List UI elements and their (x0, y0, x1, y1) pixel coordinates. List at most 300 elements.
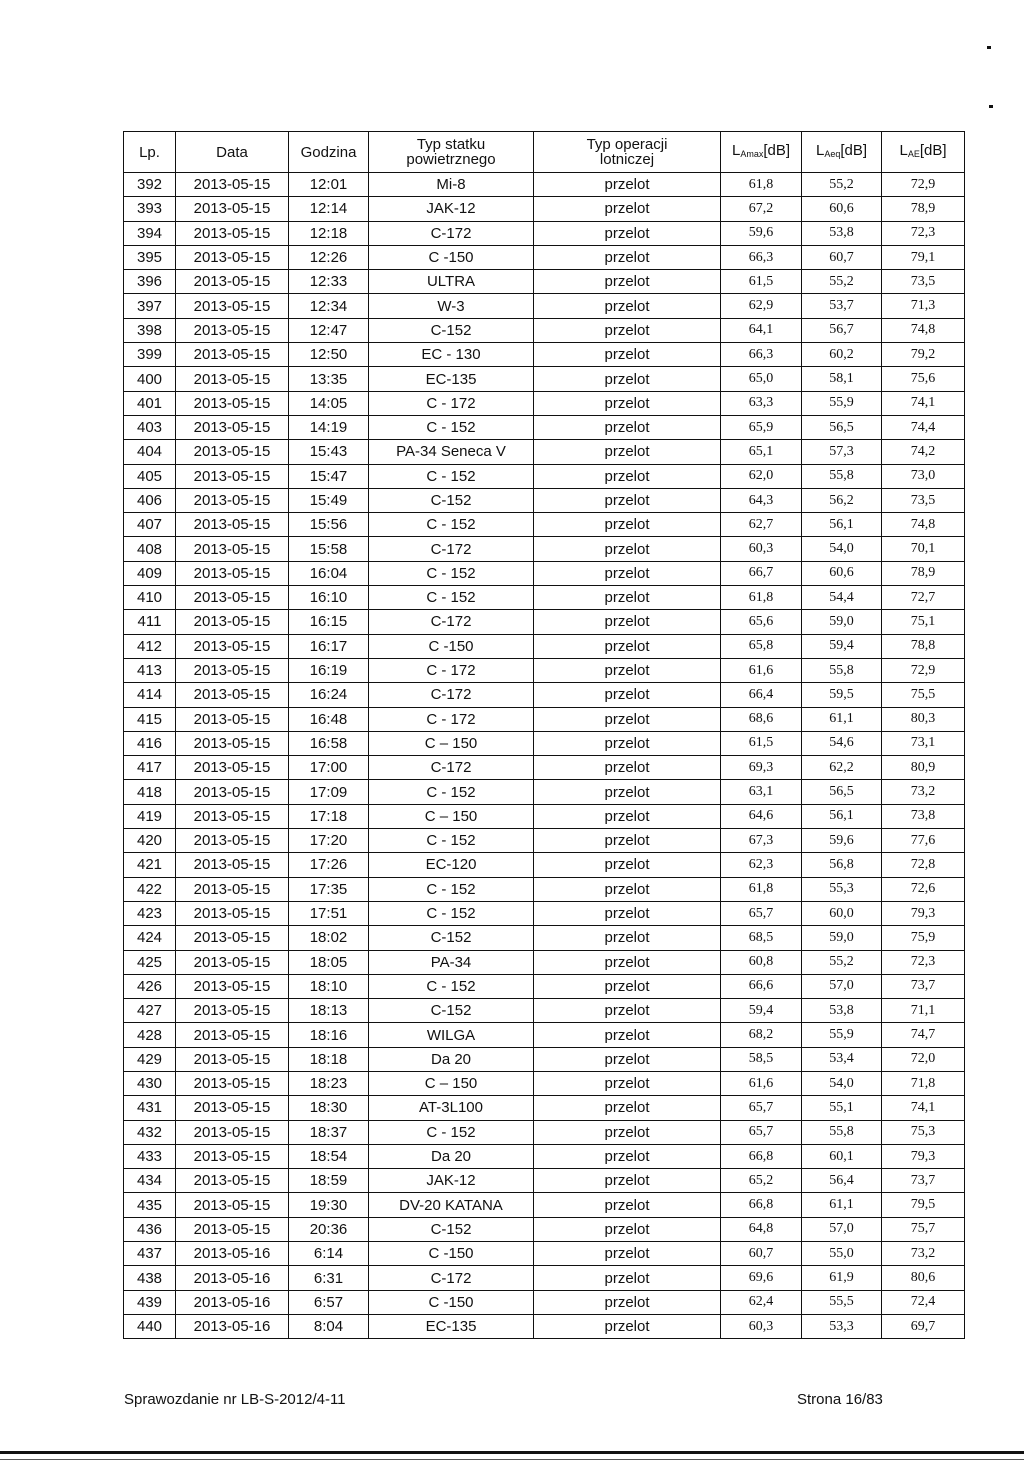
cell-laeq: 55,3 (802, 877, 882, 901)
cell-laeq: 56,2 (802, 488, 882, 512)
cell-date: 2013-05-15 (176, 610, 289, 634)
cell-operation: przelot (534, 440, 721, 464)
cell-laeq: 55,2 (802, 270, 882, 294)
cell-date: 2013-05-15 (176, 221, 289, 245)
cell-aircraft: C - 172 (369, 658, 534, 682)
cell-lae: 72,4 (882, 1290, 965, 1314)
cell-laeq: 61,9 (802, 1266, 882, 1290)
cell-lamax: 65,0 (721, 367, 802, 391)
cell-operation: przelot (534, 683, 721, 707)
cell-date: 2013-05-15 (176, 901, 289, 925)
cell-lp: 404 (124, 440, 176, 464)
header-typ-operacji (534, 132, 721, 173)
cell-lae: 73,7 (882, 974, 965, 998)
scan-mark-top (987, 46, 991, 49)
cell-lae: 79,5 (882, 1193, 965, 1217)
cell-aircraft: C – 150 (369, 804, 534, 828)
cell-lp: 411 (124, 610, 176, 634)
cell-time: 17:09 (289, 780, 369, 804)
cell-time: 18:37 (289, 1120, 369, 1144)
cell-operation: przelot (534, 1120, 721, 1144)
cell-lp: 418 (124, 780, 176, 804)
cell-operation: przelot (534, 999, 721, 1023)
cell-lamax: 60,3 (721, 1314, 802, 1338)
cell-lae: 72,6 (882, 877, 965, 901)
header-lamax (721, 132, 802, 173)
cell-laeq: 60,0 (802, 901, 882, 925)
cell-time: 16:48 (289, 707, 369, 731)
cell-time: 15:58 (289, 537, 369, 561)
cell-aircraft: Da 20 (369, 1144, 534, 1168)
cell-date: 2013-05-15 (176, 829, 289, 853)
cell-lamax: 67,2 (721, 197, 802, 221)
cell-date: 2013-05-15 (176, 1096, 289, 1120)
table-row (124, 926, 965, 950)
cell-time: 18:18 (289, 1047, 369, 1071)
cell-operation: przelot (534, 367, 721, 391)
cell-operation: przelot (534, 1071, 721, 1095)
cell-laeq: 56,5 (802, 415, 882, 439)
cell-laeq: 58,1 (802, 367, 882, 391)
table-row (124, 245, 965, 269)
cell-aircraft: C - 152 (369, 780, 534, 804)
cell-operation: przelot (534, 658, 721, 682)
cell-lp: 421 (124, 853, 176, 877)
cell-operation: przelot (534, 294, 721, 318)
cell-lamax: 61,6 (721, 1071, 802, 1095)
cell-lp: 398 (124, 318, 176, 342)
cell-lp: 410 (124, 586, 176, 610)
cell-time: 12:47 (289, 318, 369, 342)
cell-lp: 438 (124, 1266, 176, 1290)
cell-aircraft: C -150 (369, 1242, 534, 1266)
cell-time: 16:04 (289, 561, 369, 585)
cell-lp: 425 (124, 950, 176, 974)
cell-date: 2013-05-15 (176, 415, 289, 439)
cell-aircraft: C-172 (369, 1266, 534, 1290)
cell-time: 12:34 (289, 294, 369, 318)
cell-date: 2013-05-15 (176, 731, 289, 755)
cell-aircraft: C - 152 (369, 877, 534, 901)
table-row (124, 610, 965, 634)
table-row (124, 1096, 965, 1120)
cell-lp: 400 (124, 367, 176, 391)
cell-time: 6:57 (289, 1290, 369, 1314)
cell-aircraft: C - 152 (369, 829, 534, 853)
table-row (124, 294, 965, 318)
table-row (124, 197, 965, 221)
table-row (124, 1290, 965, 1314)
cell-time: 17:18 (289, 804, 369, 828)
cell-lp: 407 (124, 513, 176, 537)
cell-lae: 78,8 (882, 634, 965, 658)
cell-lae: 74,1 (882, 391, 965, 415)
cell-laeq: 53,7 (802, 294, 882, 318)
cell-laeq: 56,7 (802, 318, 882, 342)
cell-operation: przelot (534, 318, 721, 342)
cell-lamax: 64,3 (721, 488, 802, 512)
cell-lae: 77,6 (882, 829, 965, 853)
table-row (124, 1047, 965, 1071)
cell-laeq: 57,0 (802, 974, 882, 998)
cell-time: 17:20 (289, 829, 369, 853)
cell-operation: przelot (534, 804, 721, 828)
cell-operation: przelot (534, 610, 721, 634)
cell-time: 20:36 (289, 1217, 369, 1241)
table-row (124, 683, 965, 707)
cell-time: 18:13 (289, 999, 369, 1023)
cell-operation: przelot (534, 1144, 721, 1168)
cell-lp: 439 (124, 1290, 176, 1314)
page-number: Strona 16/83 (797, 1391, 883, 1408)
cell-time: 6:31 (289, 1266, 369, 1290)
cell-lae: 75,3 (882, 1120, 965, 1144)
header-lamax-unit: [dB] (763, 141, 791, 159)
table-row (124, 999, 965, 1023)
cell-laeq: 54,6 (802, 731, 882, 755)
header-typ-statku-line1: Typ statku (416, 136, 486, 153)
footer-rule-thick (0, 1451, 1024, 1454)
cell-lp: 416 (124, 731, 176, 755)
cell-lae: 72,3 (882, 221, 965, 245)
cell-aircraft: C-152 (369, 999, 534, 1023)
cell-lae: 75,1 (882, 610, 965, 634)
cell-time: 12:33 (289, 270, 369, 294)
cell-operation: przelot (534, 513, 721, 537)
cell-lae: 79,1 (882, 245, 965, 269)
cell-lamax: 64,1 (721, 318, 802, 342)
cell-lp: 397 (124, 294, 176, 318)
cell-aircraft: C-152 (369, 488, 534, 512)
cell-laeq: 55,8 (802, 464, 882, 488)
header-laeq-unit: [dB] (840, 141, 868, 159)
cell-laeq: 59,6 (802, 829, 882, 853)
cell-lamax: 65,7 (721, 1096, 802, 1120)
table-row (124, 221, 965, 245)
cell-date: 2013-05-15 (176, 294, 289, 318)
cell-lae: 71,3 (882, 294, 965, 318)
cell-laeq: 57,3 (802, 440, 882, 464)
cell-date: 2013-05-15 (176, 367, 289, 391)
cell-laeq: 56,5 (802, 780, 882, 804)
cell-lamax: 59,6 (721, 221, 802, 245)
cell-aircraft: C-172 (369, 221, 534, 245)
cell-laeq: 53,4 (802, 1047, 882, 1071)
cell-lp: 432 (124, 1120, 176, 1144)
table-row (124, 318, 965, 342)
header-lamax-symbol: L (731, 141, 741, 159)
cell-aircraft: C -150 (369, 1290, 534, 1314)
cell-operation: przelot (534, 1266, 721, 1290)
cell-lamax: 68,2 (721, 1023, 802, 1047)
cell-operation: przelot (534, 586, 721, 610)
cell-date: 2013-05-15 (176, 173, 289, 197)
cell-lp: 399 (124, 343, 176, 367)
cell-time: 16:58 (289, 731, 369, 755)
cell-aircraft: C-172 (369, 756, 534, 780)
cell-aircraft: C - 152 (369, 464, 534, 488)
table-row (124, 950, 965, 974)
cell-lae: 73,5 (882, 488, 965, 512)
table-row (124, 440, 965, 464)
cell-aircraft: C - 152 (369, 561, 534, 585)
cell-laeq: 60,2 (802, 343, 882, 367)
cell-aircraft: W-3 (369, 294, 534, 318)
cell-date: 2013-05-15 (176, 658, 289, 682)
cell-lae: 74,1 (882, 1096, 965, 1120)
cell-lamax: 65,7 (721, 901, 802, 925)
cell-laeq: 56,8 (802, 853, 882, 877)
cell-lae: 74,8 (882, 318, 965, 342)
cell-lp: 422 (124, 877, 176, 901)
cell-lp: 395 (124, 245, 176, 269)
cell-lamax: 62,4 (721, 1290, 802, 1314)
cell-operation: przelot (534, 1023, 721, 1047)
cell-lamax: 69,3 (721, 756, 802, 780)
table-row (124, 804, 965, 828)
table-row (124, 537, 965, 561)
cell-lae: 72,8 (882, 853, 965, 877)
cell-aircraft: C - 152 (369, 1120, 534, 1144)
table-row (124, 634, 965, 658)
cell-time: 17:35 (289, 877, 369, 901)
cell-date: 2013-05-15 (176, 1023, 289, 1047)
cell-laeq: 61,1 (802, 1193, 882, 1217)
cell-aircraft: C - 152 (369, 415, 534, 439)
cell-operation: przelot (534, 877, 721, 901)
table-row (124, 270, 965, 294)
table-body (124, 173, 965, 1339)
cell-lp: 429 (124, 1047, 176, 1071)
cell-lamax: 65,7 (721, 1120, 802, 1144)
cell-laeq: 54,0 (802, 1071, 882, 1095)
cell-operation: przelot (534, 780, 721, 804)
cell-laeq: 56,1 (802, 513, 882, 537)
cell-lp: 437 (124, 1242, 176, 1266)
cell-time: 17:00 (289, 756, 369, 780)
cell-lamax: 63,1 (721, 780, 802, 804)
cell-operation: przelot (534, 197, 721, 221)
cell-lae: 71,8 (882, 1071, 965, 1095)
cell-lp: 433 (124, 1144, 176, 1168)
cell-date: 2013-05-15 (176, 683, 289, 707)
cell-operation: przelot (534, 1290, 721, 1314)
cell-operation: przelot (534, 221, 721, 245)
cell-laeq: 59,0 (802, 610, 882, 634)
cell-laeq: 53,3 (802, 1314, 882, 1338)
cell-lp: 393 (124, 197, 176, 221)
cell-time: 12:50 (289, 343, 369, 367)
cell-laeq: 60,6 (802, 561, 882, 585)
header-data: Data (176, 132, 289, 173)
cell-lae: 75,6 (882, 367, 965, 391)
cell-lamax: 66,8 (721, 1193, 802, 1217)
cell-date: 2013-05-15 (176, 197, 289, 221)
cell-lae: 70,1 (882, 537, 965, 561)
cell-lp: 406 (124, 488, 176, 512)
cell-date: 2013-05-15 (176, 707, 289, 731)
cell-aircraft: Mi-8 (369, 173, 534, 197)
cell-laeq: 53,8 (802, 999, 882, 1023)
cell-laeq: 55,5 (802, 1290, 882, 1314)
cell-time: 18:23 (289, 1071, 369, 1095)
table-row (124, 1144, 965, 1168)
cell-lae: 72,0 (882, 1047, 965, 1071)
cell-lamax: 65,1 (721, 440, 802, 464)
cell-time: 12:14 (289, 197, 369, 221)
cell-lae: 79,2 (882, 343, 965, 367)
cell-lae: 73,7 (882, 1169, 965, 1193)
cell-lae: 73,2 (882, 1242, 965, 1266)
cell-lp: 427 (124, 999, 176, 1023)
cell-aircraft: JAK-12 (369, 1169, 534, 1193)
cell-aircraft: PA-34 (369, 950, 534, 974)
cell-time: 16:24 (289, 683, 369, 707)
cell-lp: 414 (124, 683, 176, 707)
cell-lae: 71,1 (882, 999, 965, 1023)
cell-laeq: 55,9 (802, 1023, 882, 1047)
cell-date: 2013-05-15 (176, 1193, 289, 1217)
cell-operation: przelot (534, 974, 721, 998)
cell-lamax: 60,8 (721, 950, 802, 974)
table-row (124, 513, 965, 537)
cell-lamax: 61,5 (721, 731, 802, 755)
cell-lae: 74,2 (882, 440, 965, 464)
cell-laeq: 55,2 (802, 950, 882, 974)
cell-operation: przelot (534, 537, 721, 561)
cell-laeq: 56,1 (802, 804, 882, 828)
cell-date: 2013-05-15 (176, 318, 289, 342)
cell-operation: przelot (534, 950, 721, 974)
cell-aircraft: EC-120 (369, 853, 534, 877)
cell-laeq: 60,1 (802, 1144, 882, 1168)
cell-operation: przelot (534, 343, 721, 367)
cell-operation: przelot (534, 1047, 721, 1071)
cell-date: 2013-05-15 (176, 586, 289, 610)
table-row (124, 1120, 965, 1144)
table-row (124, 707, 965, 731)
cell-aircraft: C -150 (369, 634, 534, 658)
cell-aircraft: Da 20 (369, 1047, 534, 1071)
cell-date: 2013-05-15 (176, 926, 289, 950)
cell-time: 18:10 (289, 974, 369, 998)
cell-lamax: 66,8 (721, 1144, 802, 1168)
cell-lae: 78,9 (882, 561, 965, 585)
cell-time: 16:19 (289, 658, 369, 682)
cell-aircraft: WILGA (369, 1023, 534, 1047)
cell-operation: przelot (534, 245, 721, 269)
cell-laeq: 55,2 (802, 173, 882, 197)
cell-time: 16:17 (289, 634, 369, 658)
header-typ-operacji-line2: lotniczej (599, 151, 655, 168)
table-row (124, 780, 965, 804)
table-row (124, 586, 965, 610)
cell-laeq: 61,1 (802, 707, 882, 731)
cell-lp: 405 (124, 464, 176, 488)
cell-time: 15:47 (289, 464, 369, 488)
cell-aircraft: C-172 (369, 610, 534, 634)
cell-lp: 403 (124, 415, 176, 439)
cell-aircraft: EC-135 (369, 1314, 534, 1338)
noise-measurement-table (123, 131, 965, 1339)
table-row (124, 829, 965, 853)
cell-date: 2013-05-15 (176, 1144, 289, 1168)
cell-lae: 73,0 (882, 464, 965, 488)
cell-date: 2013-05-15 (176, 391, 289, 415)
cell-operation: przelot (534, 1193, 721, 1217)
cell-date: 2013-05-15 (176, 343, 289, 367)
cell-lae: 73,8 (882, 804, 965, 828)
cell-lp: 394 (124, 221, 176, 245)
cell-lp: 426 (124, 974, 176, 998)
cell-date: 2013-05-15 (176, 488, 289, 512)
cell-date: 2013-05-15 (176, 537, 289, 561)
cell-date: 2013-05-15 (176, 756, 289, 780)
cell-date: 2013-05-15 (176, 1071, 289, 1095)
table-row (124, 1217, 965, 1241)
cell-lp: 431 (124, 1096, 176, 1120)
cell-lp: 417 (124, 756, 176, 780)
cell-aircraft: C - 172 (369, 707, 534, 731)
cell-time: 16:10 (289, 586, 369, 610)
cell-aircraft: C - 152 (369, 901, 534, 925)
cell-laeq: 60,7 (802, 245, 882, 269)
cell-time: 15:43 (289, 440, 369, 464)
cell-date: 2013-05-16 (176, 1242, 289, 1266)
table-row (124, 561, 965, 585)
cell-lae: 74,4 (882, 415, 965, 439)
cell-date: 2013-05-15 (176, 950, 289, 974)
cell-operation: przelot (534, 1169, 721, 1193)
table-row (124, 1071, 965, 1095)
cell-lamax: 65,8 (721, 634, 802, 658)
cell-aircraft: C - 152 (369, 974, 534, 998)
cell-aircraft: JAK-12 (369, 197, 534, 221)
cell-lamax: 63,3 (721, 391, 802, 415)
cell-aircraft: C-152 (369, 1217, 534, 1241)
cell-time: 12:18 (289, 221, 369, 245)
table-row (124, 658, 965, 682)
cell-date: 2013-05-15 (176, 780, 289, 804)
cell-lamax: 61,8 (721, 877, 802, 901)
cell-aircraft: EC - 130 (369, 343, 534, 367)
cell-laeq: 55,9 (802, 391, 882, 415)
cell-time: 13:35 (289, 367, 369, 391)
cell-aircraft: C - 152 (369, 586, 534, 610)
header-typ-statku (369, 132, 534, 173)
header-typ-operacji-line1: Typ operacji (586, 136, 668, 153)
cell-time: 6:14 (289, 1242, 369, 1266)
cell-lamax: 62,7 (721, 513, 802, 537)
cell-time: 18:30 (289, 1096, 369, 1120)
report-number: Sprawozdanie nr LB-S-2012/4-11 (124, 1391, 346, 1408)
table-row (124, 1193, 965, 1217)
cell-aircraft: C-152 (369, 926, 534, 950)
cell-operation: przelot (534, 853, 721, 877)
table-row (124, 343, 965, 367)
cell-lae: 72,9 (882, 173, 965, 197)
cell-lp: 392 (124, 173, 176, 197)
header-lamax-sub: Amax (740, 148, 764, 159)
cell-lp: 396 (124, 270, 176, 294)
cell-laeq: 59,4 (802, 634, 882, 658)
cell-lae: 74,7 (882, 1023, 965, 1047)
cell-time: 15:56 (289, 513, 369, 537)
cell-date: 2013-05-16 (176, 1290, 289, 1314)
header-laeq (802, 132, 882, 173)
cell-time: 14:05 (289, 391, 369, 415)
cell-lae: 75,9 (882, 926, 965, 950)
